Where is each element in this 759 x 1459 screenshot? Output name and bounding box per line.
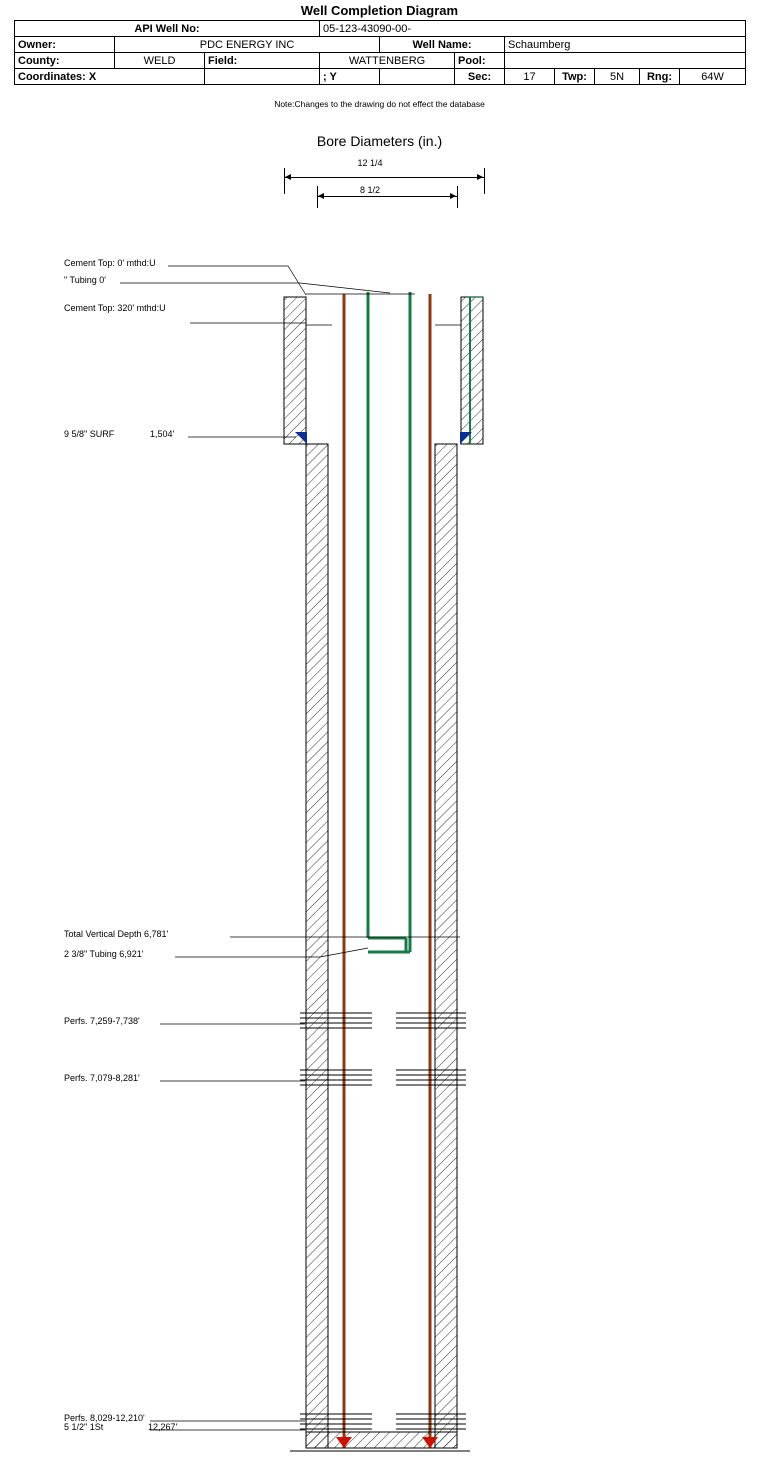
bore-inner-tick-right [457, 186, 458, 208]
owner-value: PDC ENERGY INC [115, 37, 380, 53]
table-row [15, 53, 746, 69]
annotation-surface-casing-depth: 1,504' [150, 429, 175, 439]
table-row [15, 69, 746, 85]
sec-label: Sec: [455, 69, 505, 85]
owner-label: Owner: [15, 37, 115, 53]
bore-inner-arrow-right [450, 193, 456, 199]
annotation-perfs-2: Perfs. 7,079-8,281' [64, 1073, 140, 1083]
annotation-total-vertical-depth: Total Vertical Depth 6,781' [64, 929, 169, 939]
wellname-value: Schaumberg [505, 37, 746, 53]
annotation-production-casing-depth: 12,267' [148, 1422, 178, 1432]
annotation-surface-casing: 9 5/8" SURF [64, 429, 115, 439]
bore-inner-dim-line [317, 196, 457, 197]
bore-inner-arrow-left [318, 193, 324, 199]
coordinates-y-value [380, 69, 455, 85]
rng-label: Rng: [640, 69, 680, 85]
annotation-cement-top-0: Cement Top: 0' mthd:U [64, 258, 156, 268]
annotation-production-casing: 5 1/2" 1St [64, 1422, 104, 1432]
twp-label: Twp: [555, 69, 595, 85]
bore-outer-diameter-label: 12 1/4 [357, 158, 383, 168]
well-header-table [14, 20, 746, 85]
field-value: WATTENBERG [320, 53, 455, 69]
bore-outer-arrow-left [285, 174, 291, 180]
coordinates-y-label: ; Y [320, 69, 380, 85]
county-label: County: [15, 53, 115, 69]
bore-outer-tick-right [484, 168, 485, 194]
sec-value: 17 [505, 69, 555, 85]
pool-value [505, 53, 746, 69]
api-label: API Well No: [15, 21, 320, 37]
county-value: WELD [115, 53, 205, 69]
field-label: Field: [205, 53, 320, 69]
bore-outer-dim-line [284, 177, 484, 178]
annotation-perfs-3: Perfs. 8,029-12,210' [64, 1413, 145, 1423]
bore-diameters-title: Bore Diameters (in.) [316, 133, 443, 149]
table-row [15, 37, 746, 53]
annotation-cement-top-320: Cement Top: 320' mthd:U [64, 303, 166, 313]
annotation-perfs-1: Perfs. 7,259-7,738' [64, 1016, 140, 1026]
database-note: Note:Changes to the drawing do not effect the database [274, 99, 485, 109]
bore-outer-arrow-right [477, 174, 483, 180]
annotation-tubing-0: " Tubing 0' [64, 275, 106, 285]
coordinates-label: Coordinates: X [15, 69, 205, 85]
twp-value: 5N [595, 69, 640, 85]
annotation-tubing: 2 3/8" Tubing 6,921' [64, 949, 144, 959]
bore-outer-tick-left [284, 168, 285, 194]
api-value: 05-123-43090-00- [320, 21, 746, 37]
pool-label: Pool: [455, 53, 505, 69]
wellname-label: Well Name: [380, 37, 505, 53]
rng-value: 64W [680, 69, 746, 85]
table-row [15, 21, 746, 37]
coordinates-x-value [205, 69, 320, 85]
page-title: Well Completion Diagram [300, 3, 459, 18]
bore-inner-diameter-label: 8 1/2 [359, 185, 381, 195]
